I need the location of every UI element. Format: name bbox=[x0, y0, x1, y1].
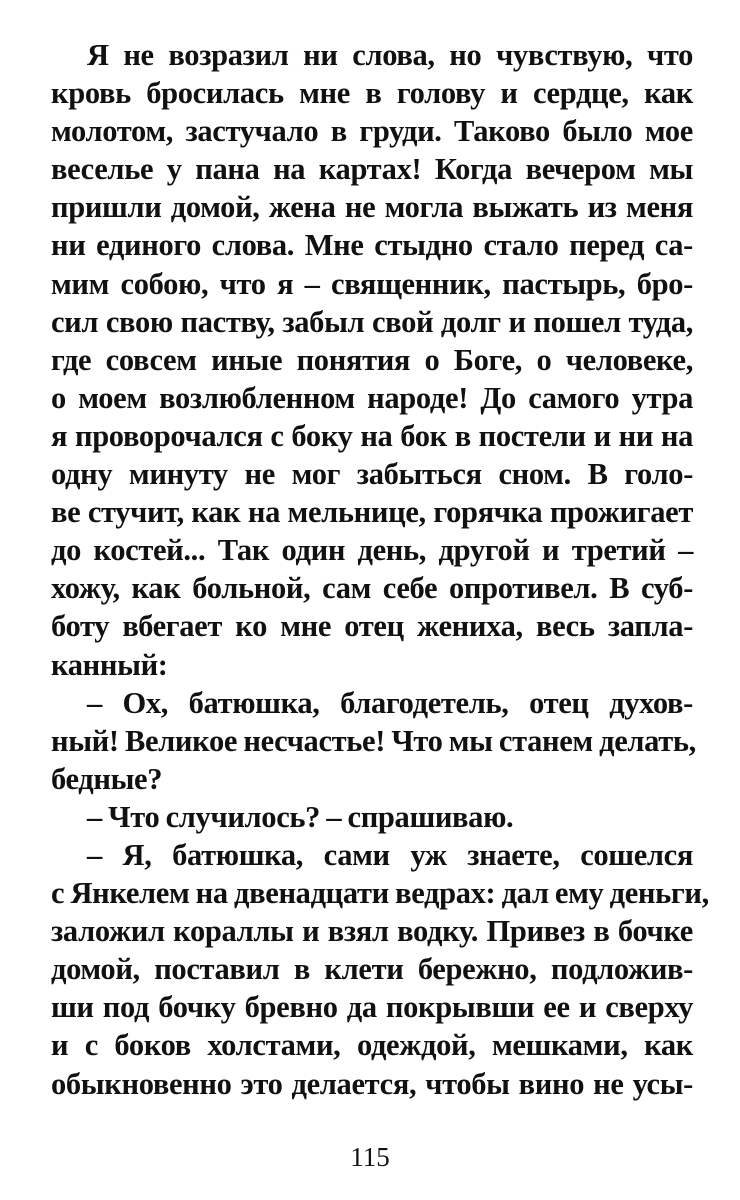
text-line: хожу, как больной, сам себе опротивел. В суб- bbox=[51, 571, 693, 606]
text-line: домой, поставил в клети бережно, подложив- bbox=[51, 952, 693, 987]
text-line: канный: bbox=[51, 647, 168, 682]
text-line: о моем возлюбленном народе! До самого утра bbox=[51, 380, 693, 415]
text-line: веселье у пана на картах! Когда вечером мы bbox=[51, 152, 693, 187]
page-number: 115 bbox=[350, 1142, 390, 1172]
text-line: Я не возразил ни слова, но чувствую, что bbox=[87, 38, 693, 72]
text-line: – Что случилось? – спрашиваю. bbox=[87, 799, 514, 834]
text-line: обыкновенно это делается, чтобы вино не усы- bbox=[51, 1066, 693, 1101]
text-line: одну минуту не мог забыться сном. В голо- bbox=[51, 457, 693, 492]
page-text bbox=[51, 36, 709, 1103]
text-line: боту вбегает ко мне отец жениха, весь запла- bbox=[51, 609, 693, 644]
text-line: мим собою, что я – священник, пастырь, бро- bbox=[51, 266, 693, 301]
text-line: ни единого слова. Мне стыдно стало перед са- bbox=[51, 228, 693, 263]
text-line: где совсем иные понятия о Боге, о человеке, bbox=[51, 342, 693, 377]
text-line: кровь бросилась мне в голову и сердце, как bbox=[51, 76, 693, 111]
text-line: заложил кораллы и взял водку. Привез в бочке bbox=[51, 914, 693, 949]
text-line: ши под бочку бревно да покрывши ее и сверху bbox=[51, 990, 693, 1025]
text-line: ный! Великое несчастье! Что мы станем делать, bbox=[51, 723, 696, 758]
text-line: – Я, батюшка, сами уж знаете, сошелся bbox=[87, 837, 693, 872]
text-line: до костей... Так один день, другой и третий – bbox=[51, 533, 693, 568]
text-line: сил свою паству, забыл свой долг и пошел туда, bbox=[51, 304, 693, 339]
text-line: бедные? bbox=[51, 761, 163, 796]
text-line: и с боков холстами, одеждой, мешками, как bbox=[51, 1028, 693, 1063]
text-line: – Ох, батюшка, благодетель, отец духов- bbox=[87, 685, 693, 720]
text-line: я проворочался с боку на бок в постели и ни на bbox=[51, 418, 693, 453]
text-line: ве стучит, как на мельнице, горячка прожигает bbox=[51, 495, 693, 530]
text-line: с Янкелем на двенадцати ведрах: дал ему деньги, bbox=[51, 876, 709, 911]
text-line: молотом, застучало в груди. Таково было мое bbox=[51, 114, 693, 149]
text-line: пришли домой, жена не могла выжать из меня bbox=[51, 190, 693, 225]
